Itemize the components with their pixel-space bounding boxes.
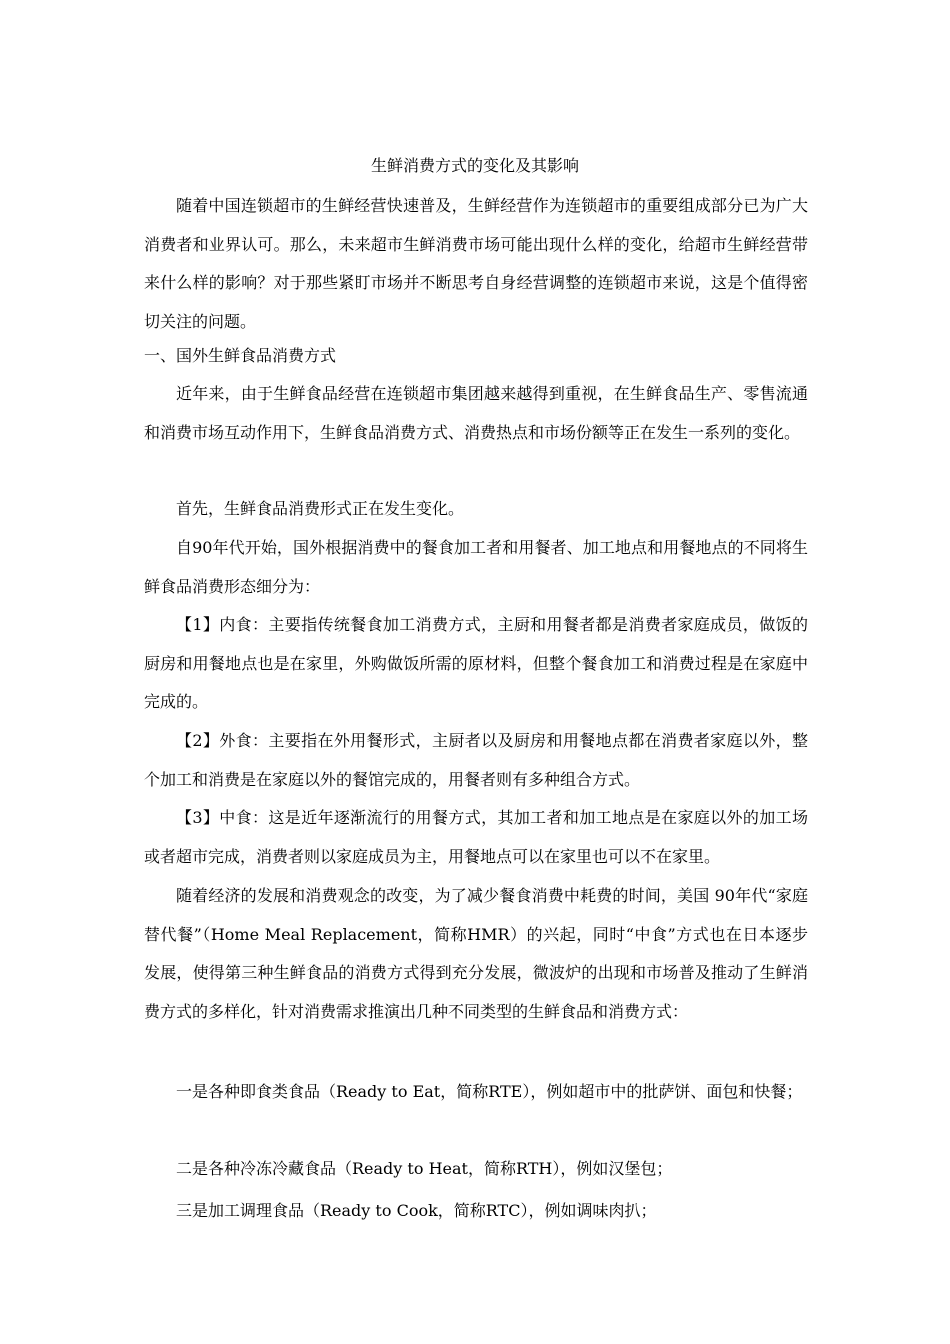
paragraph-classification: 自90年代开始，国外根据消费中的餐食加工者和用餐者、加工地点和用餐地点的不同将生鲜食品消费形态细分为： xyxy=(144,538,808,596)
list-item-rtc: 三是加工调理食品（Ready to Cook，简称RTC），例如调味肉扒； xyxy=(176,1201,657,1220)
paragraph-recent-changes: 近年来，由于生鲜食品经营在连锁超市集团越来越得到重视，在生鲜食品生产、零售流通和消费市场互动作用下，生鲜食品消费方式、消费热点和市场份额等正在发生一系列的变化。 xyxy=(144,384,808,442)
list-item-middle-food: 【3】中食：这是近年逐渐流行的用餐方式，其加工者和加工地点是在家庭以外的加工场或者超市完成，消费者则以家庭成员为主，用餐地点可以在家里也可以不在家里。 xyxy=(144,808,808,866)
paragraph-intro: 随着中国连锁超市的生鲜经营快速普及，生鲜经营作为连锁超市的重要组成部分已为广大消费者和业界认可。那么，未来超市生鲜消费市场可能出现什么样的变化，给超市生鲜经营带来什么样的影响？对于那些紧盯市场并不断思考自身经营调整的连锁超市来说，这是个值得密切关注的问题。 xyxy=(144,196,808,331)
list-item-outer-food: 【2】外食：主要指在外用餐形式，主厨者以及厨房和用餐地点都在消费者家庭以外，整个加工和消费是在家庭以外的餐馆完成的，用餐者则有多种组合方式。 xyxy=(144,731,808,789)
document-title: 生鲜消费方式的变化及其影响 xyxy=(370,156,579,175)
paragraph-first-point: 首先，生鲜食品消费形式正在发生变化。 xyxy=(176,499,465,518)
list-item-inner-food: 【1】内食：主要指传统餐食加工消费方式，主厨和用餐者都是消费者家庭成员，做饭的厨房和用餐地点也是在家里，外购做饭所需的原材料，但整个餐食加工和消费过程是在家庭中完成的。 xyxy=(144,615,808,711)
paragraph-hmr: 随着经济的发展和消费观念的改变，为了减少餐食消费中耗费的时间，美国 90年代“家庭替代餐”（Home Meal Replacement，简称HMR）的兴起，同时“中食”方式也在日本逐步发展，使得第三种生鲜食品的消费方式得到充分发展，微波炉的出现和市场普及推动了生鲜消费方式的多样化，针对消费需求推演出几种不同类型的生鲜食品和消费方式： xyxy=(144,886,808,1021)
list-item-rth: 二是各种冷冻冷藏食品（Ready to Heat，简称RTH），例如汉堡包； xyxy=(176,1159,673,1178)
list-item-rte: 一是各种即食类食品（Ready to Eat，简称RTE），例如超市中的批萨饼、面包和快餐； xyxy=(176,1082,803,1101)
section-heading: 一、国外生鲜食品消费方式 xyxy=(144,346,337,365)
